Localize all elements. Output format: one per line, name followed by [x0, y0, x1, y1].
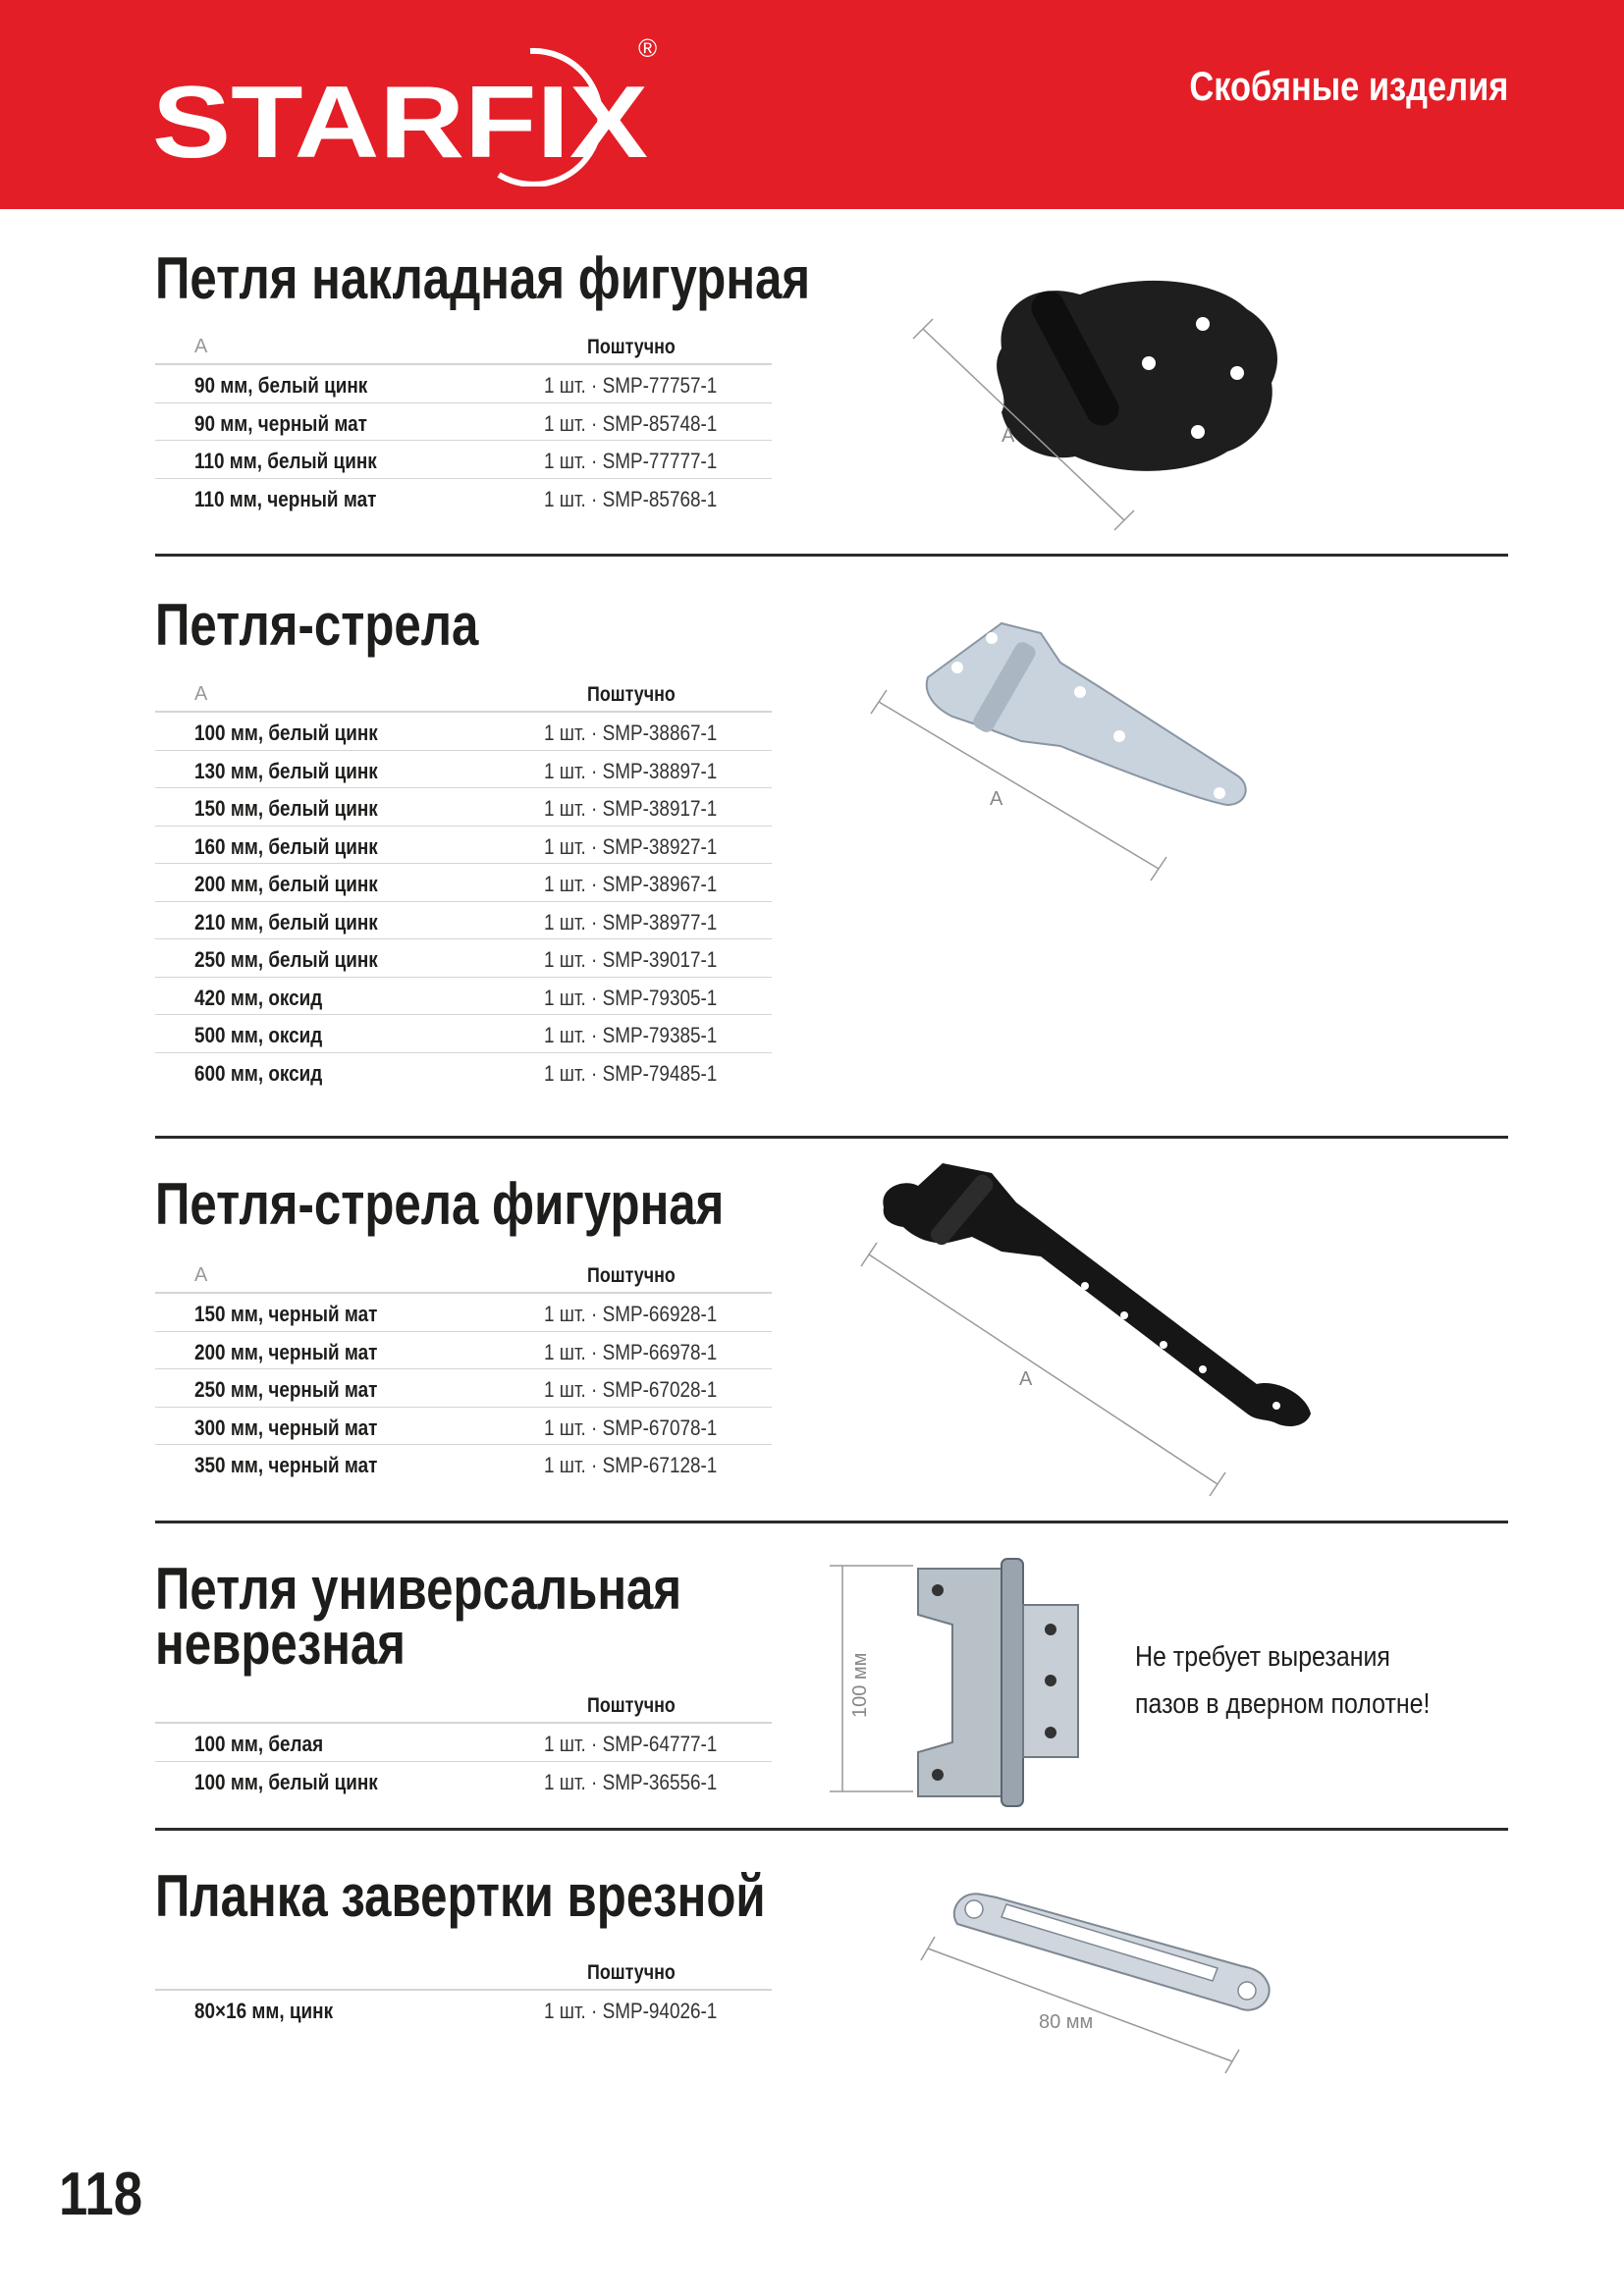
column-a-header: A [194, 683, 208, 705]
section-divider [155, 1521, 1508, 1523]
row-sku: 1 шт. · SMP-67078-1 [544, 1415, 718, 1440]
table-header [155, 679, 772, 713]
row-sku: 1 шт. · SMP-38897-1 [544, 758, 718, 783]
row-size: 210 мм, белый цинк [194, 909, 378, 934]
column-a-header: A [194, 1264, 208, 1286]
table-header [155, 332, 772, 365]
row-size: 100 мм, белая [194, 1732, 324, 1756]
table-row [155, 1762, 772, 1799]
row-size: 150 мм, белый цинк [194, 796, 378, 821]
row-size: 160 мм, белый цинк [194, 833, 378, 859]
row-sku: 1 шт. · SMP-77757-1 [544, 373, 718, 398]
table-row [155, 864, 772, 902]
row-size: 100 мм, белый цинк [194, 721, 378, 745]
row-sku: 1 шт. · SMP-79385-1 [544, 1023, 718, 1047]
section-title-line1: Петля универсальная [155, 1556, 682, 1622]
product-table [155, 332, 772, 515]
table-row [155, 1991, 772, 2028]
table-row [155, 978, 772, 1016]
row-sku: 1 шт. · SMP-77777-1 [544, 449, 718, 473]
section-title-line2: неврезная [155, 1611, 406, 1677]
arrow-hinge-plate-icon [927, 623, 1246, 805]
figured-arrow-hinge-illustration [844, 1148, 1326, 1502]
row-size: 130 мм, белый цинк [194, 758, 378, 783]
table-header [155, 1260, 772, 1294]
row-sku: 1 шт. · SMP-64777-1 [544, 1732, 718, 1756]
row-size: 90 мм, белый цинк [194, 373, 368, 398]
figured-hinge-plate-icon [883, 1163, 1311, 1426]
table-row [155, 1724, 772, 1762]
table-row [155, 939, 772, 978]
column-unit-header: Поштучно [587, 336, 676, 358]
table-row [155, 713, 772, 751]
column-unit-header: Поштучно [587, 1694, 676, 1717]
section-title: Петля накладная фигурная [155, 245, 811, 311]
page-header [0, 0, 1624, 209]
row-size: 150 мм, черный мат [194, 1302, 378, 1326]
row-sku: 1 шт. · SMP-85768-1 [544, 486, 718, 511]
starfix-logo [147, 29, 677, 187]
row-size: 200 мм, белый цинк [194, 872, 378, 896]
row-size: 600 мм, оксид [194, 1060, 323, 1086]
row-size: 200 мм, черный мат [194, 1339, 378, 1364]
row-sku: 1 шт. · SMP-94026-1 [544, 1999, 718, 2023]
row-sku: 1 шт. · SMP-38867-1 [544, 721, 718, 745]
section-title: Петля-стрела фигурная [155, 1171, 725, 1237]
row-sku: 1 шт. · SMP-39017-1 [544, 947, 718, 972]
table-row [155, 1332, 772, 1370]
table-row [155, 441, 772, 479]
table-row [155, 1053, 772, 1091]
row-sku: 1 шт. · SMP-67128-1 [544, 1453, 718, 1477]
row-sku: 1 шт. · SMP-36556-1 [544, 1769, 718, 1794]
column-unit-header: Поштучно [587, 1264, 676, 1287]
section-arrow-hinge [155, 592, 1508, 1122]
universal-hinge-illustration [815, 1551, 1100, 1806]
table-row [155, 1294, 772, 1332]
dimension-label: A [1001, 425, 1015, 447]
product-table [155, 679, 772, 1090]
row-size: 90 мм, черный мат [194, 410, 367, 436]
section-divider [155, 1828, 1508, 1831]
overlay-hinge-illustration [903, 255, 1326, 530]
category-label: Скобяные изделия [1188, 63, 1508, 109]
row-sku: 1 шт. · SMP-38967-1 [544, 872, 718, 896]
table-row [155, 1445, 772, 1482]
row-sku: 1 шт. · SMP-67028-1 [544, 1377, 718, 1402]
latch-plate-illustration [913, 1865, 1286, 2091]
dimension-label: 80 мм [1039, 2011, 1094, 2033]
outer-leaf-icon [918, 1569, 1006, 1796]
arrow-hinge-illustration [864, 609, 1276, 883]
row-sku: 1 шт. · SMP-38927-1 [544, 833, 718, 859]
row-size: 300 мм, черный мат [194, 1415, 378, 1440]
row-size: 420 мм, оксид [194, 985, 323, 1010]
column-unit-header: Поштучно [587, 683, 676, 706]
row-size: 350 мм, черный мат [194, 1453, 378, 1477]
row-sku: 1 шт. · SMP-38977-1 [544, 909, 718, 934]
table-row [155, 1408, 772, 1446]
table-row [155, 479, 772, 516]
section-divider [155, 1136, 1508, 1139]
row-sku: 1 шт. · SMP-38917-1 [544, 796, 718, 821]
product-table [155, 1690, 772, 1798]
row-sku: 1 шт. · SMP-79485-1 [544, 1060, 718, 1086]
feature-note-line1: Не требует вырезания [1135, 1641, 1390, 1673]
table-row [155, 1369, 772, 1408]
column-unit-header: Поштучно [587, 1961, 676, 1984]
column-a-header: A [194, 336, 208, 357]
feature-note-line2: пазов в дверном полотне! [1135, 1688, 1431, 1720]
page-number: 118 [59, 2161, 143, 2228]
table-row [155, 751, 772, 789]
table-header [155, 1690, 772, 1724]
latch-plate-icon [954, 1894, 1270, 2009]
table-header [155, 1957, 772, 1991]
dimension-label: A [1019, 1368, 1033, 1390]
registered-mark: ® [638, 33, 658, 63]
section-latch-plate [155, 1863, 1508, 2040]
table-row [155, 1015, 772, 1053]
table-row [155, 403, 772, 442]
hinge-barrel-icon [1001, 1559, 1023, 1806]
table-row [155, 365, 772, 403]
dimension-label: 100 мм [849, 1652, 871, 1718]
brand-text: STARFIX [152, 66, 648, 180]
section-divider [155, 554, 1508, 557]
row-size: 100 мм, белый цинк [194, 1769, 378, 1794]
row-size: 110 мм, белый цинк [194, 449, 377, 473]
section-title: Планка завертки врезной [155, 1863, 766, 1929]
product-table [155, 1260, 772, 1482]
table-row [155, 827, 772, 865]
product-table [155, 1957, 772, 2028]
row-size: 110 мм, черный мат [194, 486, 377, 511]
row-sku: 1 шт. · SMP-85748-1 [544, 410, 718, 436]
table-row [155, 788, 772, 827]
row-size: 250 мм, белый цинк [194, 947, 378, 972]
row-size: 500 мм, оксид [194, 1023, 323, 1047]
table-row [155, 902, 772, 940]
section-title: Петля-стрела [155, 592, 479, 658]
row-size: 80×16 мм, цинк [194, 1999, 334, 2023]
row-sku: 1 шт. · SMP-79305-1 [544, 985, 718, 1010]
dimension-label: A [990, 788, 1003, 810]
row-sku: 1 шт. · SMP-66978-1 [544, 1339, 718, 1364]
row-size: 250 мм, черный мат [194, 1377, 378, 1402]
row-sku: 1 шт. · SMP-66928-1 [544, 1302, 718, 1326]
